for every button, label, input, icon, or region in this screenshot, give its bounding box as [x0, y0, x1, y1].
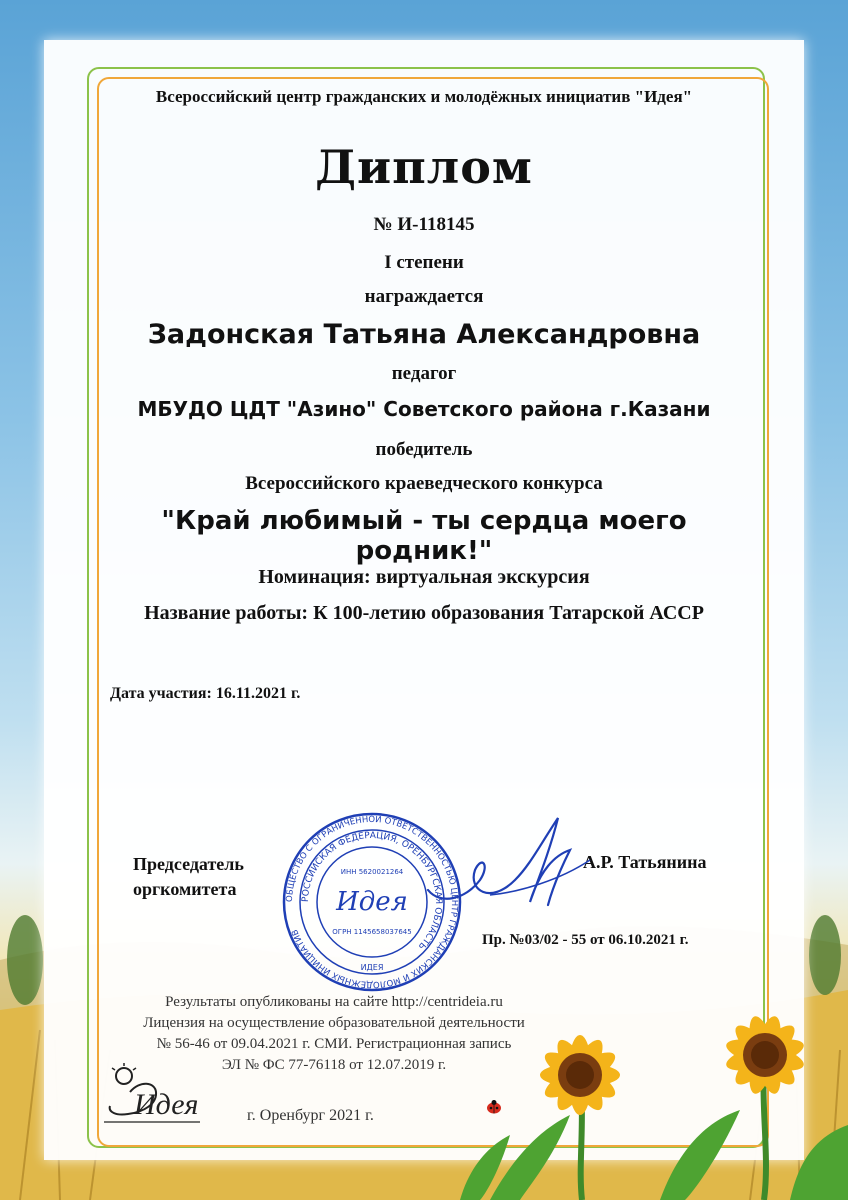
organization-name: Всероссийский центр гражданских и молодёжных инициатив "Идея" [155, 87, 693, 106]
city-year: г. Оренбург 2021 г. [247, 1107, 374, 1124]
diploma-title: Диплом [315, 140, 533, 194]
publication-line-3: № 56-46 от 09.04.2021 г. СМИ. Регистрационная запись [156, 1036, 512, 1052]
contest-name: "Край любимый - ты сердца моего родник!" [161, 506, 687, 566]
nomination: Номинация: виртуальная экскурсия [258, 566, 590, 588]
recipient-name: Задонская Татьяна Александровна [147, 319, 701, 350]
work-title: Название работы: К 100-летию образования Татарской АССР [144, 602, 704, 624]
sunflowers-decoration [460, 995, 848, 1200]
seal-ogrn: ОГРН 1145658037645 [332, 928, 412, 936]
handwritten-signature [420, 810, 595, 920]
chair-line-2: оргкомитета [133, 879, 237, 899]
recipient-position: педагог [391, 363, 457, 384]
award-status: победитель [375, 439, 473, 460]
participation-date: Дата участия: 16.11.2021 г. [110, 685, 301, 702]
seal-inn: ИНН 5620021264 [340, 868, 404, 876]
seal-ring-text: ОБЩЕСТВО С ОГРАНИЧЕННОЙ ОТВЕТСТВЕННОСТЬЮ ЦЕНТР ГРАЖДАНСКИХ И МОЛОДЁЖНЫХ ИНИЦИАТИВ [284, 814, 460, 990]
publication-line-2: Лицензия на осуществление образовательной деятельности [143, 1015, 525, 1031]
chair-title [133, 852, 244, 902]
recipient-institution: МБУДО ЦДТ "Азино" Советского района г.Казани [137, 397, 711, 421]
diploma-degree: I степени [384, 252, 464, 273]
ladybug-icon [486, 1100, 502, 1114]
order-reference: Пр. №03/02 - 55 от 06.10.2021 г. [482, 932, 689, 948]
publication-line-1: Результаты опубликованы на сайте http://centrideia.ru [165, 994, 503, 1010]
seal-center-text: Идея [336, 887, 408, 917]
publication-line-4: ЭЛ № ФС 77-76118 от 12.07.2019 г. [221, 1057, 447, 1073]
chair-line-1: Председатель [133, 854, 244, 874]
contest-label: Всероссийского краеведческого конкурса [245, 473, 603, 494]
awarded-label: награждается [364, 286, 484, 307]
diploma-number: № И-118145 [373, 214, 475, 235]
logo-text: Идея [134, 1088, 199, 1121]
seal-bottom-text: ИДЕЯ [360, 963, 384, 972]
signer-name: А.Р. Татьянина [583, 852, 707, 872]
seal-inner-text: РОССИЙСКАЯ ФЕДЕРАЦИЯ, ОРЕНБУРГСКАЯ ОБЛАСТЬ [300, 830, 444, 952]
